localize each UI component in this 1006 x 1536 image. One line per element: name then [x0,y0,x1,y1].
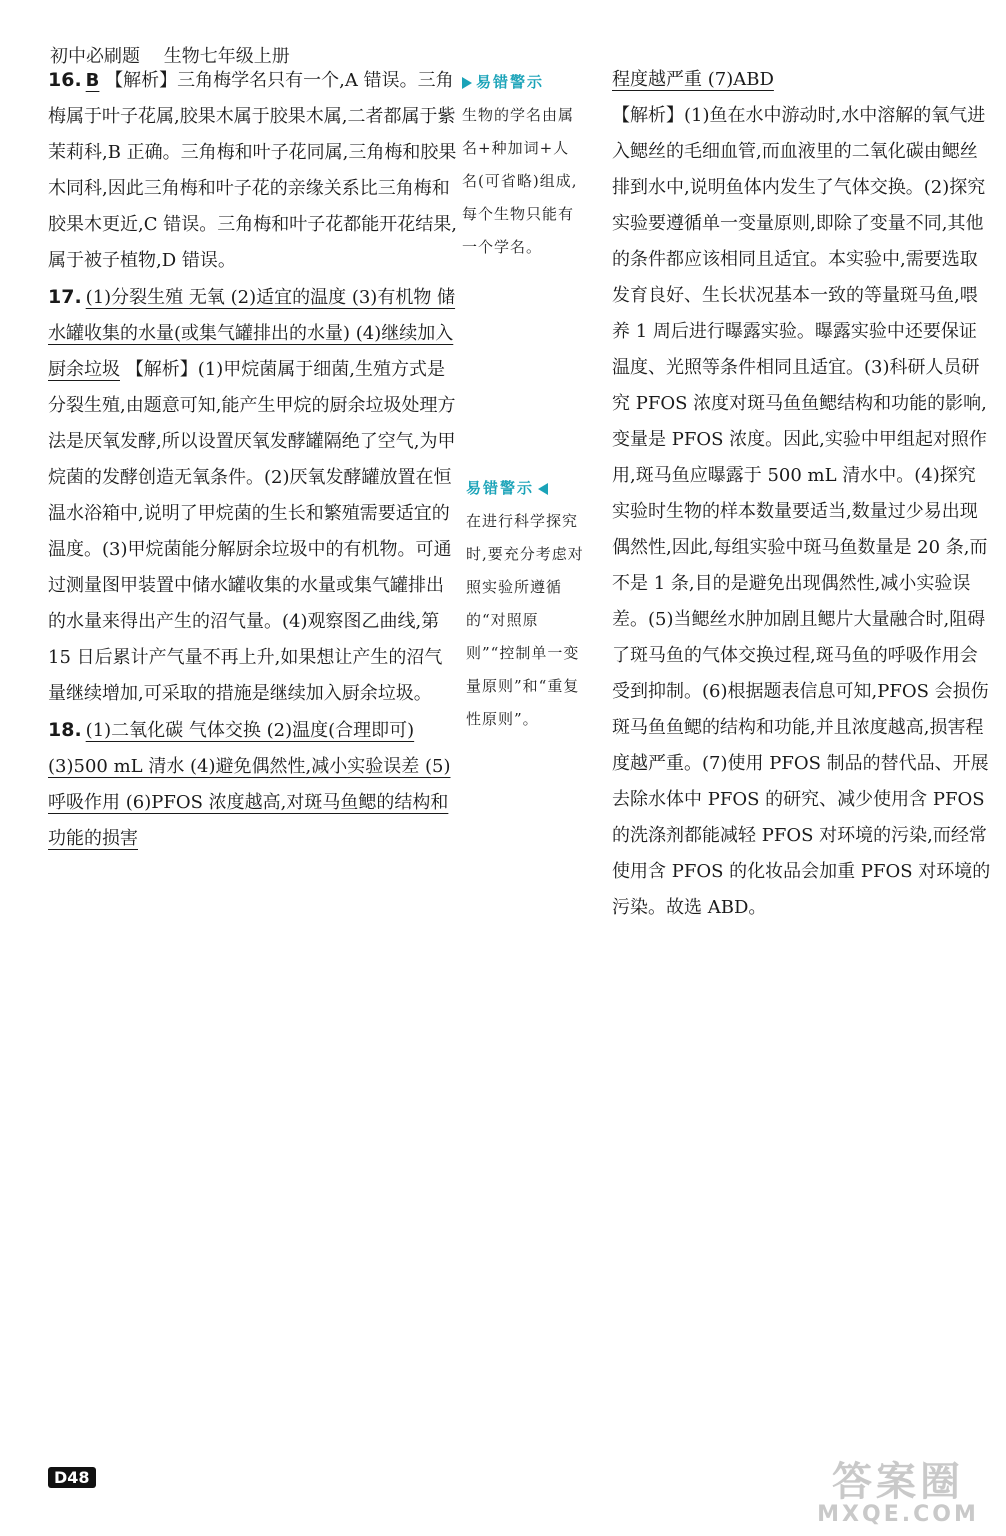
tip-box-2 [466,472,586,736]
page-number: D48 [48,1467,96,1488]
tip-box-1 [462,66,582,264]
subject-title: 生物七年级上册 [163,46,290,67]
analysis: 【解析】(1)甲烷菌属于细菌,生殖方式是分裂生殖,由题意可知,能产生甲烷的厨余垃圾处理方法是厌氧发酵,所以设置厌氧发酵罐隔绝了空气,为甲烷菌的发酵创造无氧条件。(2)厌氧发酵罐放置在恒温水浴箱中,说明了甲烷菌的生长和繁殖需要适宜的温度。(3)甲烷菌能分解厨余垃圾中的有机物。可通过测量图甲装置中储水罐收集的水量或集气罐排出的水量来得出产生的沼气量。(4)观察图乙曲线,第 15 日后累计产气量不再上升,如果想让产生的沼气量继续增加,可采取的措施是继续加入厨余垃圾。 [48,359,456,704]
question-17 [48,279,458,712]
question-16 [48,62,458,279]
left-column [48,62,458,857]
answer: B [85,70,100,91]
watermark-top: 答案圈 [832,1459,964,1505]
analysis: 【解析】三角梅学名只有一个,A 错误。三角梅属于叶子花属,胶果木属于胶果木属,二者都属于紫茉莉科,B 正确。三角梅和叶子花同属,三角梅和胶果木同科,因此三角梅和叶子花的亲缘关系比三角梅和胶果木更近,C 错误。三角梅和叶子花都能开花结果,属于被子植物,D 错误。 [48,70,457,271]
answer: (1)二氧化碳 气体交换 (2)温度(合理即可) (3)500 mL 清水 (4)避免偶然性,减小实验误差 (5)呼吸作用 (6)PFOS 浓度越高,对斑马鱼鳃的结构和功能的损害 [48,720,451,849]
question-number: 18. [48,719,82,741]
watermark-logo [798,1460,998,1530]
book-title: 初中必刷题 [50,46,140,67]
question-18-continued [612,62,992,926]
question-number: 17. [48,286,82,308]
analysis: 【解析】(1)鱼在水中游动时,水中溶解的氧气进入鳃丝的毛细血管,而血液里的二氧化碳由鳃丝排到水中,说明鱼体内发生了气体交换。(2)探究实验要遵循单一变量原则,即除了变量不同,其他的条件都应该相同且适宜。本实验中,需要选取发育良好、生长状况基本一致的等量斑马鱼,喂养 1 周后进行曝露实验。曝露实验中还要保证温度、光照等条件相同且适宜。(3)科研人员研究 PFOS 浓度对斑马鱼鱼鳃结构和功能的影响,变量是 PFOS 浓度。因此,实验中甲组起对照作用,斑马鱼应曝露于 500 mL 清水中。(4)探究实验时生物的样本数量要适当,数量过少易出现偶然性,因此,每组实验中斑马鱼数量是 20 条,而不是 1 条,目的是避免出现偶然性,减小实验误差。(5)当鳃丝水肿加剧且鳃片大量融合时,阻碍了斑马鱼的气体交换过程,斑马鱼的呼吸作用会受到抑制。(6)根据题表信息可知,PFOS 会损伤斑马鱼鱼鳃的结构和功能,并且浓度越高,损害程度越严重。(7)使用 PFOS 制品的替代品、开展去除水体中 PFOS 的研究、减少使用含 PFOS 的洗涤剂都能减轻 PFOS 对环境的污染,而经常使用含 PFOS 的化妆品会加重 PFOS 对环境的污染。故选 ABD。 [612,105,991,918]
question-18 [48,712,458,857]
tip-title: 易错警示 [466,472,586,505]
triangle-right-icon [462,77,472,89]
answer-continued: 程度越严重 (7)ABD [612,69,774,90]
answer: (1)分裂生殖 无氧 (2)适宜的温度 (3)有机物 储水罐收集的水量(或集气罐排出的水量) (4)继续加入厨余垃圾 [48,287,456,380]
right-column [612,62,992,926]
tip-text: 在进行科学探究时,要充分考虑对照实验所遵循的“对照原则”“控制单一变量原则”和“重复性原则”。 [466,512,584,728]
watermark-bottom: MXQE.COM [817,1502,979,1527]
tip-title: 易错警示 [462,66,582,99]
triangle-left-icon [538,483,548,495]
question-number: 16. [48,69,82,91]
tip-text: 生物的学名由属名+种加词+人名(可省略)组成,每个生物只能有一个学名。 [462,106,578,256]
